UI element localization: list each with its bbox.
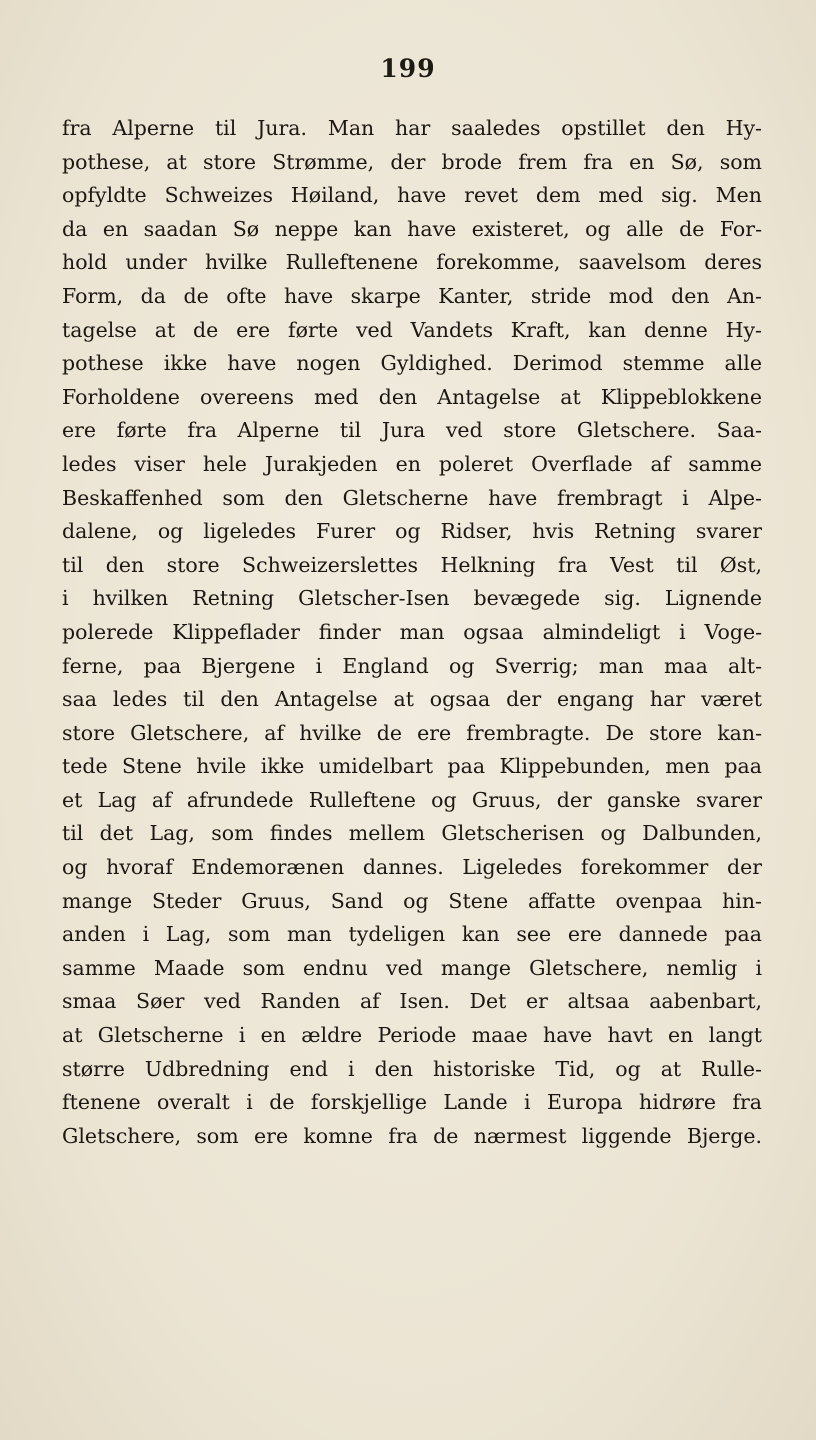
text-line: Forholdene overeens med den Antagelse at Klippeblokkene <box>62 384 762 409</box>
text-line: et Lag af afrundede Rulleftene og Gruus, der ganske svarer <box>62 787 762 812</box>
text-line: anden i Lag, som man tydeligen kan see ere dannede paa <box>62 922 762 947</box>
text-line: ere førte fra Alperne til Jura ved store Gletschere. Saa- <box>62 418 762 443</box>
text-line: i hvilken Retning Gletscher-Isen bevægede sig. Lignende <box>62 586 762 611</box>
text-line: og hvoraf Endemorænen dannes. Ligeledes forekommer der <box>62 855 762 880</box>
text-line: Form, da de ofte have skarpe Kanter, stride mod den An- <box>62 283 762 308</box>
page-number: 199 <box>380 54 436 83</box>
text-line: ledes viser hele Jurakjeden en poleret Overflade af samme <box>62 451 762 476</box>
text-line: pothese ikke have nogen Gyldighed. Derimod stemme alle <box>62 351 762 376</box>
text-line: tede Stene hvile ikke umidelbart paa Klippebunden, men paa <box>62 754 762 779</box>
text-line: da en saadan Sø neppe kan have existeret, og alle de For- <box>62 216 762 241</box>
text-line: saa ledes til den Antagelse at ogsaa der engang har været <box>62 687 762 712</box>
text-line: ferne, paa Bjergene i England og Sverrig; man maa alt- <box>62 653 762 678</box>
text-line: ftenene overalt i de forskjellige Lande i Europa hidrøre fra <box>62 1090 762 1115</box>
text-line: samme Maade som endnu ved mange Gletschere, nemlig i <box>62 955 762 980</box>
text-line: Gletschere, som ere komne fra de nærmest liggende Bjerge. <box>62 1123 762 1148</box>
text-line: dalene, og ligeledes Furer og Ridser, hvis Retning svarer <box>62 519 762 544</box>
text-line: smaa Søer ved Randen af Isen. Det er altsaa aabenbart, <box>62 989 762 1014</box>
text-line: til det Lag, som findes mellem Gletscherisen og Dalbunden, <box>62 821 762 846</box>
text-line: pothese, at store Strømme, der brode frem fra en Sø, som <box>62 149 762 174</box>
text-line: hold under hvilke Rulleftenene forekomme, saavelsom deres <box>62 250 762 275</box>
body-text <box>62 112 762 1153</box>
text-line: større Udbredning end i den historiske Tid, og at Rulle- <box>62 1056 762 1081</box>
text-line: fra Alperne til Jura. Man har saaledes opstillet den Hy- <box>62 116 762 140</box>
text-line: store Gletschere, af hvilke de ere frembragte. De store kan- <box>62 720 762 745</box>
text-line: at Gletscherne i en ældre Periode maae have havt en langt <box>62 1023 762 1048</box>
text-line: til den store Schweizerslettes Helkning fra Vest til Øst, <box>62 552 762 577</box>
text-line: mange Steder Gruus, Sand og Stene affatte ovenpaa hin- <box>62 888 762 913</box>
text-line: opfyldte Schweizes Høiland, have revet dem med sig. Men <box>62 183 762 208</box>
text-line: tagelse at de ere førte ved Vandets Kraft, kan denne Hy- <box>62 317 762 342</box>
text-line: Beskaffenhed som den Gletscherne have frembragt i Alpe- <box>62 485 762 510</box>
text-line: polerede Klippeflader finder man ogsaa almindeligt i Voge- <box>62 619 762 644</box>
